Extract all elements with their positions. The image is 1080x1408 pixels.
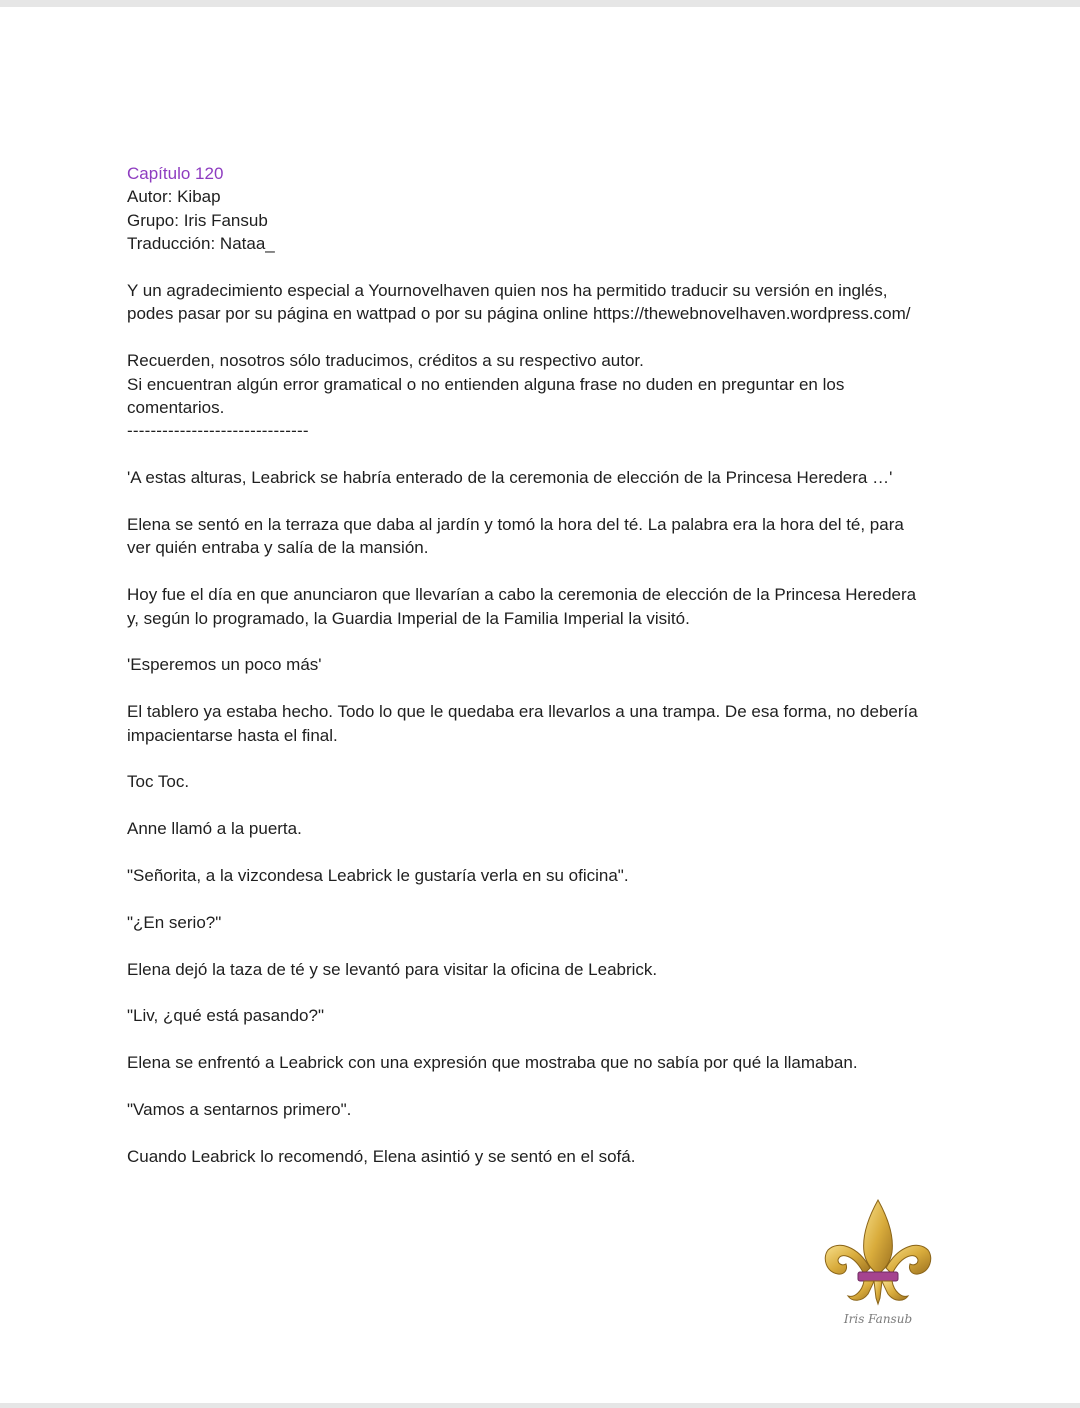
document-body [127,162,957,1168]
credits-note: Recuerden, nosotros sólo traducimos, créditos a su respectivo autor. [127,351,644,371]
story-paragraph: "Liv, ¿qué está pasando?" [127,1006,324,1026]
story-paragraph: Elena se sentó en la terraza que daba al jardín y tomó la hora del té. La palabra era la hora del té, para [127,515,904,535]
errors-note-line-2: comentarios. [127,398,225,418]
story-paragraph: "¿En serio?" [127,912,222,932]
story-paragraph: "Señorita, a la vizcondesa Leabrick le gustaría verla en su oficina". [127,866,629,886]
document-page [0,7,1080,1403]
story-paragraph: y, según lo programado, la Guardia Imperial de la Familia Imperial la visitó. [127,608,690,628]
story-paragraph: El tablero ya estaba hecho. Todo lo que le quedaba era llevarlos a una trampa. De esa forma, no debería [127,702,918,722]
story-paragraph: impacientarse hasta el final. [127,725,338,745]
errors-note-line-1: Si encuentran algún error gramatical o no entienden alguna frase no duden en preguntar en los [127,374,845,394]
story-paragraph: Toc Toc. [127,772,190,792]
story-paragraph: Cuando Leabrick lo recomendó, Elena asintió y se sentó en el sofá. [127,1146,636,1166]
story-paragraph: Elena dejó la taza de té y se levantó para visitar la oficina de Leabrick. [127,959,658,979]
thanks-note-line-1: Y un agradecimiento especial a Yournovelhaven quien nos ha permitido traducir su versión en inglés, [127,281,888,301]
translation-line: Traducción: Nataa_ [127,234,275,254]
group-line: Grupo: Iris Fansub [127,210,268,230]
story-paragraph: Anne llamó a la puerta. [127,819,302,839]
divider-line: ------------------------------- [127,421,309,441]
story-paragraph: 'Esperemos un poco más' [127,655,322,675]
author-line: Autor: Kibap [127,187,221,207]
thanks-note-line-2: podes pasar por su página en wattpad o por su página online https://thewebnovelhaven.wordpress.com/ [127,304,911,324]
logo-caption: Iris Fansub [843,1312,913,1326]
fleur-de-lis-icon [818,1194,938,1312]
story-paragraph: "Vamos a sentarnos primero". [127,1100,352,1120]
story-paragraph: ver quién entraba y salía de la mansión. [127,538,429,558]
chapter-title: Capítulo 120 [127,164,224,183]
story-paragraph: Elena se enfrentó a Leabrick con una expresión que mostraba que no sabía por qué la llamaban. [127,1053,858,1073]
story-paragraph: 'A estas alturas, Leabrick se habría enterado de la ceremonia de elección de la Princesa Heredera …' [127,468,893,488]
story-paragraph: Hoy fue el día en que anunciaron que llevarían a cabo la ceremonia de elección de la Princesa Heredera [127,585,917,605]
iris-fansub-logo [818,1194,938,1339]
